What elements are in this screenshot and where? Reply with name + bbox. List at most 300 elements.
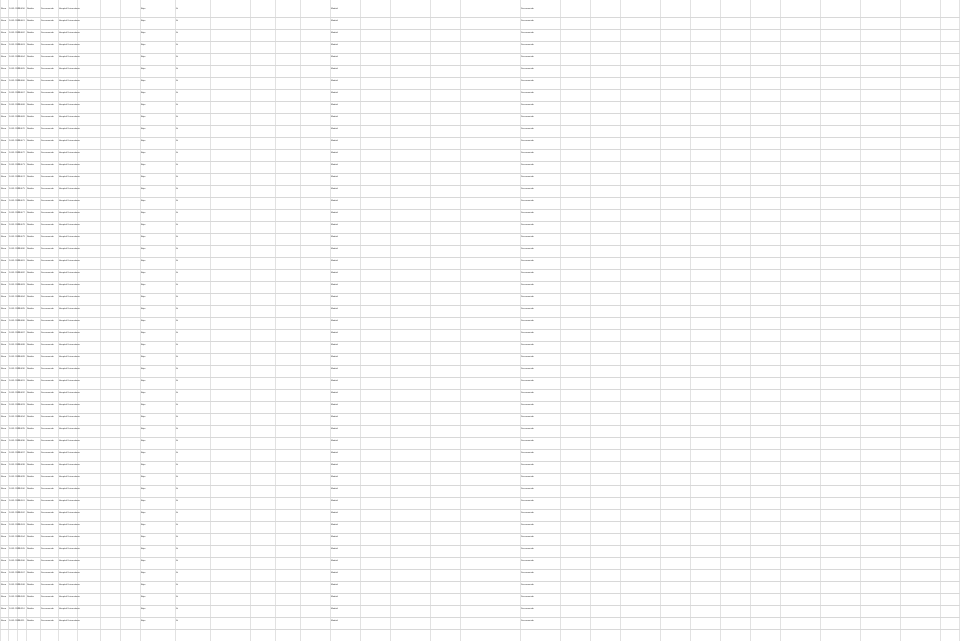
cell-facility: Hospital Universitario bbox=[59, 248, 80, 250]
cell-status: Desconocido bbox=[41, 152, 54, 154]
cell-region: Rosa bbox=[1, 548, 7, 550]
cell-region: Rosa bbox=[1, 140, 7, 142]
cell-level: Baja bbox=[141, 560, 146, 562]
cell-flag: Si bbox=[176, 116, 178, 118]
cell-region: Rosa bbox=[1, 344, 7, 346]
cell-status: Desconocido bbox=[41, 236, 54, 238]
cell-city: Madrid bbox=[331, 488, 338, 490]
table-row bbox=[0, 594, 960, 606]
cell-level: Baja bbox=[141, 620, 146, 622]
cell-notes: Desconocido bbox=[521, 332, 534, 334]
cell-notes: Desconocido bbox=[521, 428, 534, 430]
cell-id: 10.493 bbox=[18, 404, 25, 406]
cell-status: Desconocido bbox=[41, 32, 54, 34]
cell-name: Natalia bbox=[27, 536, 34, 538]
cell-name: Natalia bbox=[27, 368, 34, 370]
cell-region: Rosa bbox=[1, 176, 7, 178]
cell-facility: Hospital Universitario bbox=[59, 476, 80, 478]
cell-region: Rosa bbox=[1, 416, 7, 418]
cell-level: Baja bbox=[141, 608, 146, 610]
cell-name: Natalia bbox=[27, 320, 34, 322]
cell-name: Natalia bbox=[27, 140, 34, 142]
cell-status: Desconocido bbox=[41, 488, 54, 490]
cell-city: Madrid bbox=[331, 116, 338, 118]
cell-region: Rosa bbox=[1, 476, 7, 478]
cell-notes: Desconocido bbox=[521, 128, 534, 130]
cell-region: Rosa bbox=[1, 20, 7, 22]
cell-level: Baja bbox=[141, 68, 146, 70]
cell-name: Natalia bbox=[27, 620, 34, 622]
cell-id: 10.475 bbox=[18, 188, 25, 190]
cell-notes: Desconocido bbox=[521, 452, 534, 454]
cell-flag: Si bbox=[176, 44, 178, 46]
cell-level: Baja bbox=[141, 380, 146, 382]
cell-facility: Hospital Universitario bbox=[59, 452, 80, 454]
cell-name: Natalia bbox=[27, 272, 34, 274]
cell-level: Baja bbox=[141, 428, 146, 430]
cell-name: Natalia bbox=[27, 608, 34, 610]
cell-flag: Si bbox=[176, 32, 178, 34]
cell-date: 14.01.2021 bbox=[9, 500, 20, 502]
table-row bbox=[0, 282, 960, 294]
cell-flag: Si bbox=[176, 392, 178, 394]
cell-notes: Desconocido bbox=[521, 608, 534, 610]
table-row bbox=[0, 498, 960, 510]
cell-notes: Desconocido bbox=[521, 320, 534, 322]
cell-date: 14.01.2021 bbox=[9, 260, 20, 262]
cell-name: Natalia bbox=[27, 152, 34, 154]
cell-name: Natalia bbox=[27, 176, 34, 178]
cell-city: Madrid bbox=[331, 584, 338, 586]
table-row bbox=[0, 414, 960, 426]
cell-status: Desconocido bbox=[41, 332, 54, 334]
cell-id: 10.485 bbox=[18, 308, 25, 310]
cell-level: Baja bbox=[141, 464, 146, 466]
cell-level: Baja bbox=[141, 188, 146, 190]
cell-notes: Desconocido bbox=[521, 92, 534, 94]
cell-flag: Si bbox=[176, 500, 178, 502]
cell-name: Natalia bbox=[27, 236, 34, 238]
cell-date: 14.01.2021 bbox=[9, 236, 20, 238]
cell-status: Desconocido bbox=[41, 296, 54, 298]
cell-notes: Desconocido bbox=[521, 620, 534, 622]
cell-city: Madrid bbox=[331, 212, 338, 214]
cell-notes: Desconocido bbox=[521, 8, 534, 10]
cell-city: Madrid bbox=[331, 320, 338, 322]
cell-facility: Hospital Universitario bbox=[59, 608, 80, 610]
cell-facility: Hospital Universitario bbox=[59, 488, 80, 490]
cell-notes: Desconocido bbox=[521, 368, 534, 370]
cell-city: Madrid bbox=[331, 308, 338, 310]
cell-id: 10.473 bbox=[18, 164, 25, 166]
cell-facility: Hospital Universitario bbox=[59, 260, 80, 262]
cell-facility: Hospital Universitario bbox=[59, 116, 80, 118]
cell-region: Rosa bbox=[1, 212, 7, 214]
cell-id: 10.472 bbox=[18, 152, 25, 154]
cell-notes: Desconocido bbox=[521, 404, 534, 406]
cell-facility: Hospital Universitario bbox=[59, 404, 80, 406]
cell-id: 10.507 bbox=[18, 572, 25, 574]
cell-level: Baja bbox=[141, 548, 146, 550]
cell-city: Madrid bbox=[331, 596, 338, 598]
cell-name: Natalia bbox=[27, 548, 34, 550]
cell-flag: Si bbox=[176, 512, 178, 514]
cell-city: Madrid bbox=[331, 536, 338, 538]
table-row bbox=[0, 162, 960, 174]
cell-id: 10.508 bbox=[18, 584, 25, 586]
cell-flag: Si bbox=[176, 104, 178, 106]
cell-region: Rosa bbox=[1, 560, 7, 562]
cell-region: Rosa bbox=[1, 248, 7, 250]
cell-notes: Desconocido bbox=[521, 224, 534, 226]
table-row bbox=[0, 402, 960, 414]
cell-notes: Desconocido bbox=[521, 476, 534, 478]
cell-id: 10.474 bbox=[18, 176, 25, 178]
cell-id: 10.506 bbox=[18, 560, 25, 562]
cell-status: Desconocido bbox=[41, 224, 54, 226]
cell-region: Rosa bbox=[1, 368, 7, 370]
cell-id: 10.492 bbox=[18, 392, 25, 394]
cell-id: 10.465 bbox=[18, 68, 25, 70]
cell-status: Desconocido bbox=[41, 308, 54, 310]
cell-notes: Desconocido bbox=[521, 272, 534, 274]
cell-level: Baja bbox=[141, 284, 146, 286]
cell-date: 14.01.2021 bbox=[9, 44, 20, 46]
cell-city: Madrid bbox=[331, 8, 338, 10]
cell-flag: Si bbox=[176, 68, 178, 70]
cell-flag: Si bbox=[176, 440, 178, 442]
cell-city: Madrid bbox=[331, 452, 338, 454]
cell-city: Madrid bbox=[331, 284, 338, 286]
table-row bbox=[0, 486, 960, 498]
cell-notes: Desconocido bbox=[521, 356, 534, 358]
cell-facility: Hospital Universitario bbox=[59, 596, 80, 598]
table-row bbox=[0, 18, 960, 30]
table-row bbox=[0, 198, 960, 210]
cell-notes: Desconocido bbox=[521, 140, 534, 142]
cell-id: 10.469 bbox=[18, 116, 25, 118]
cell-date: 14.01.2021 bbox=[9, 620, 20, 622]
cell-region: Rosa bbox=[1, 188, 7, 190]
cell-notes: Desconocido bbox=[521, 344, 534, 346]
cell-id: 10.468 bbox=[18, 104, 25, 106]
cell-flag: Si bbox=[176, 380, 178, 382]
table-row bbox=[0, 570, 960, 582]
cell-date: 14.01.2021 bbox=[9, 224, 20, 226]
cell-date: 14.01.2021 bbox=[9, 332, 20, 334]
cell-level: Baja bbox=[141, 332, 146, 334]
cell-region: Rosa bbox=[1, 380, 7, 382]
table-row bbox=[0, 546, 960, 558]
cell-region: Rosa bbox=[1, 308, 7, 310]
cell-date: 14.01.2021 bbox=[9, 488, 20, 490]
cell-level: Baja bbox=[141, 200, 146, 202]
cell-status: Desconocido bbox=[41, 464, 54, 466]
cell-status: Desconocido bbox=[41, 128, 54, 130]
table-row bbox=[0, 54, 960, 66]
cell-city: Madrid bbox=[331, 56, 338, 58]
cell-region: Rosa bbox=[1, 164, 7, 166]
cell-id: 10.510 bbox=[18, 608, 25, 610]
cell-level: Baja bbox=[141, 536, 146, 538]
cell-name: Natalia bbox=[27, 452, 34, 454]
cell-facility: Hospital Universitario bbox=[59, 140, 80, 142]
cell-facility: Hospital Universitario bbox=[59, 356, 80, 358]
cell-level: Baja bbox=[141, 20, 146, 22]
cell-name: Natalia bbox=[27, 56, 34, 58]
cell-date: 14.01.2021 bbox=[9, 272, 20, 274]
cell-facility: Hospital Universitario bbox=[59, 236, 80, 238]
cell-city: Madrid bbox=[331, 164, 338, 166]
cell-notes: Desconocido bbox=[521, 116, 534, 118]
cell-date: 14.01.2021 bbox=[9, 476, 20, 478]
cell-city: Madrid bbox=[331, 620, 338, 622]
cell-city: Madrid bbox=[331, 260, 338, 262]
table-row bbox=[0, 378, 960, 390]
cell-level: Baja bbox=[141, 224, 146, 226]
cell-status: Desconocido bbox=[41, 212, 54, 214]
cell-level: Baja bbox=[141, 308, 146, 310]
cell-city: Madrid bbox=[331, 524, 338, 526]
cell-status: Desconocido bbox=[41, 80, 54, 82]
table-row bbox=[0, 330, 960, 342]
cell-city: Madrid bbox=[331, 200, 338, 202]
table-row bbox=[0, 150, 960, 162]
cell-facility: Hospital Universitario bbox=[59, 224, 80, 226]
cell-date: 14.01.2021 bbox=[9, 104, 20, 106]
cell-id: 10.481 bbox=[18, 260, 25, 262]
cell-facility: Hospital Universitario bbox=[59, 428, 80, 430]
cell-level: Baja bbox=[141, 260, 146, 262]
cell-flag: Si bbox=[176, 152, 178, 154]
cell-id: 10.483 bbox=[18, 284, 25, 286]
cell-region: Rosa bbox=[1, 152, 7, 154]
cell-city: Madrid bbox=[331, 224, 338, 226]
cell-id: 10.466 bbox=[18, 80, 25, 82]
cell-flag: Si bbox=[176, 452, 178, 454]
cell-region: Rosa bbox=[1, 356, 7, 358]
cell-status: Desconocido bbox=[41, 608, 54, 610]
cell-level: Baja bbox=[141, 8, 146, 10]
cell-name: Natalia bbox=[27, 80, 34, 82]
cell-level: Baja bbox=[141, 524, 146, 526]
cell-id: 10.503 bbox=[18, 524, 25, 526]
cell-id: 10.502 bbox=[18, 512, 25, 514]
cell-facility: Hospital Universitario bbox=[59, 188, 80, 190]
table-row bbox=[0, 210, 960, 222]
cell-flag: Si bbox=[176, 584, 178, 586]
cell-city: Madrid bbox=[331, 356, 338, 358]
cell-id: 10.500 bbox=[18, 488, 25, 490]
cell-facility: Hospital Universitario bbox=[59, 320, 80, 322]
cell-level: Baja bbox=[141, 92, 146, 94]
cell-city: Madrid bbox=[331, 332, 338, 334]
cell-region: Rosa bbox=[1, 404, 7, 406]
cell-name: Natalia bbox=[27, 248, 34, 250]
cell-flag: Si bbox=[176, 428, 178, 430]
cell-date: 14.01.2021 bbox=[9, 416, 20, 418]
cell-flag: Si bbox=[176, 188, 178, 190]
cell-level: Baja bbox=[141, 212, 146, 214]
table-row bbox=[0, 582, 960, 594]
cell-notes: Desconocido bbox=[521, 296, 534, 298]
cell-region: Rosa bbox=[1, 92, 7, 94]
cell-flag: Si bbox=[176, 464, 178, 466]
cell-date: 14.01.2021 bbox=[9, 452, 20, 454]
cell-facility: Hospital Universitario bbox=[59, 152, 80, 154]
cell-facility: Hospital Universitario bbox=[59, 368, 80, 370]
cell-date: 14.01.2021 bbox=[9, 344, 20, 346]
cell-facility: Hospital Universitario bbox=[59, 212, 80, 214]
cell-facility: Hospital Universitario bbox=[59, 92, 80, 94]
cell-name: Natalia bbox=[27, 44, 34, 46]
cell-region: Rosa bbox=[1, 392, 7, 394]
cell-flag: Si bbox=[176, 332, 178, 334]
cell-status: Desconocido bbox=[41, 200, 54, 202]
cell-region: Rosa bbox=[1, 8, 7, 10]
cell-id: 10.488 bbox=[18, 344, 25, 346]
table-row bbox=[0, 114, 960, 126]
cell-facility: Hospital Universitario bbox=[59, 176, 80, 178]
cell-region: Rosa bbox=[1, 620, 7, 622]
cell-region: Rosa bbox=[1, 584, 7, 586]
cell-status: Desconocido bbox=[41, 440, 54, 442]
cell-city: Madrid bbox=[331, 104, 338, 106]
cell-notes: Desconocido bbox=[521, 152, 534, 154]
cell-facility: Hospital Universitario bbox=[59, 20, 80, 22]
cell-city: Madrid bbox=[331, 404, 338, 406]
cell-notes: Desconocido bbox=[521, 440, 534, 442]
cell-facility: Hospital Universitario bbox=[59, 548, 80, 550]
cell-city: Madrid bbox=[331, 32, 338, 34]
cell-notes: Desconocido bbox=[521, 560, 534, 562]
cell-flag: Si bbox=[176, 368, 178, 370]
cell-notes: Desconocido bbox=[521, 464, 534, 466]
cell-region: Rosa bbox=[1, 68, 7, 70]
cell-city: Madrid bbox=[331, 572, 338, 574]
cell-status: Desconocido bbox=[41, 320, 54, 322]
cell-date: 14.01.2021 bbox=[9, 428, 20, 430]
cell-status: Desconocido bbox=[41, 524, 54, 526]
cell-name: Natalia bbox=[27, 392, 34, 394]
cell-region: Rosa bbox=[1, 524, 7, 526]
cell-flag: Si bbox=[176, 320, 178, 322]
cell-date: 14.01.2021 bbox=[9, 392, 20, 394]
cell-date: 14.01.2021 bbox=[9, 212, 20, 214]
cell-city: Madrid bbox=[331, 236, 338, 238]
table-row bbox=[0, 366, 960, 378]
cell-notes: Desconocido bbox=[521, 176, 534, 178]
cell-level: Baja bbox=[141, 476, 146, 478]
cell-flag: Si bbox=[176, 620, 178, 622]
cell-facility: Hospital Universitario bbox=[59, 284, 80, 286]
cell-status: Desconocido bbox=[41, 356, 54, 358]
table-row bbox=[0, 450, 960, 462]
cell-id: 10.462 bbox=[18, 32, 25, 34]
cell-date: 14.01.2021 bbox=[9, 440, 20, 442]
cell-status: Desconocido bbox=[41, 596, 54, 598]
cell-level: Baja bbox=[141, 512, 146, 514]
cell-date: 14.01.2021 bbox=[9, 200, 20, 202]
cell-status: Desconocido bbox=[41, 140, 54, 142]
cell-facility: Hospital Universitario bbox=[59, 164, 80, 166]
cell-status: Desconocido bbox=[41, 620, 54, 622]
cell-status: Desconocido bbox=[41, 68, 54, 70]
cell-level: Baja bbox=[141, 248, 146, 250]
cell-region: Rosa bbox=[1, 500, 7, 502]
cell-facility: Hospital Universitario bbox=[59, 440, 80, 442]
cell-facility: Hospital Universitario bbox=[59, 296, 80, 298]
cell-facility: Hospital Universitario bbox=[59, 512, 80, 514]
cell-date: 14.01.2021 bbox=[9, 584, 20, 586]
cell-flag: Si bbox=[176, 272, 178, 274]
cell-id: 10.461 bbox=[18, 20, 25, 22]
cell-flag: Si bbox=[176, 164, 178, 166]
cell-status: Desconocido bbox=[41, 344, 54, 346]
cell-region: Rosa bbox=[1, 536, 7, 538]
cell-level: Baja bbox=[141, 164, 146, 166]
cell-city: Madrid bbox=[331, 176, 338, 178]
cell-city: Madrid bbox=[331, 512, 338, 514]
cell-region: Rosa bbox=[1, 464, 7, 466]
cell-flag: Si bbox=[176, 296, 178, 298]
cell-name: Natalia bbox=[27, 584, 34, 586]
cell-flag: Si bbox=[176, 308, 178, 310]
cell-name: Natalia bbox=[27, 476, 34, 478]
cell-facility: Hospital Universitario bbox=[59, 332, 80, 334]
cell-facility: Hospital Universitario bbox=[59, 344, 80, 346]
table-row bbox=[0, 270, 960, 282]
cell-level: Baja bbox=[141, 344, 146, 346]
cell-status: Desconocido bbox=[41, 104, 54, 106]
cell-id: 10.463 bbox=[18, 44, 25, 46]
table-row bbox=[0, 318, 960, 330]
cell-level: Baja bbox=[141, 416, 146, 418]
cell-notes: Desconocido bbox=[521, 584, 534, 586]
cell-city: Madrid bbox=[331, 476, 338, 478]
cell-id: 10.498 bbox=[18, 464, 25, 466]
cell-facility: Hospital Universitario bbox=[59, 500, 80, 502]
cell-name: Natalia bbox=[27, 92, 34, 94]
cell-notes: Desconocido bbox=[521, 308, 534, 310]
cell-status: Desconocido bbox=[41, 44, 54, 46]
table-row bbox=[0, 474, 960, 486]
cell-flag: Si bbox=[176, 416, 178, 418]
cell-facility: Hospital Universitario bbox=[59, 308, 80, 310]
cell-city: Madrid bbox=[331, 188, 338, 190]
cell-facility: Hospital Universitario bbox=[59, 8, 80, 10]
cell-id: 10.495 bbox=[18, 428, 25, 430]
cell-status: Desconocido bbox=[41, 404, 54, 406]
cell-flag: Si bbox=[176, 524, 178, 526]
cell-region: Rosa bbox=[1, 572, 7, 574]
cell-status: Desconocido bbox=[41, 584, 54, 586]
cell-name: Natalia bbox=[27, 224, 34, 226]
cell-name: Natalia bbox=[27, 512, 34, 514]
cell-flag: Si bbox=[176, 404, 178, 406]
cell-date: 14.01.2021 bbox=[9, 56, 20, 58]
cell-level: Baja bbox=[141, 584, 146, 586]
cell-level: Baja bbox=[141, 488, 146, 490]
cell-date: 14.01.2021 bbox=[9, 404, 20, 406]
cell-region: Rosa bbox=[1, 428, 7, 430]
cell-id: 10.504 bbox=[18, 536, 25, 538]
cell-level: Baja bbox=[141, 44, 146, 46]
cell-region: Rosa bbox=[1, 452, 7, 454]
cell-status: Desconocido bbox=[41, 116, 54, 118]
cell-name: Natalia bbox=[27, 32, 34, 34]
cell-city: Madrid bbox=[331, 80, 338, 82]
